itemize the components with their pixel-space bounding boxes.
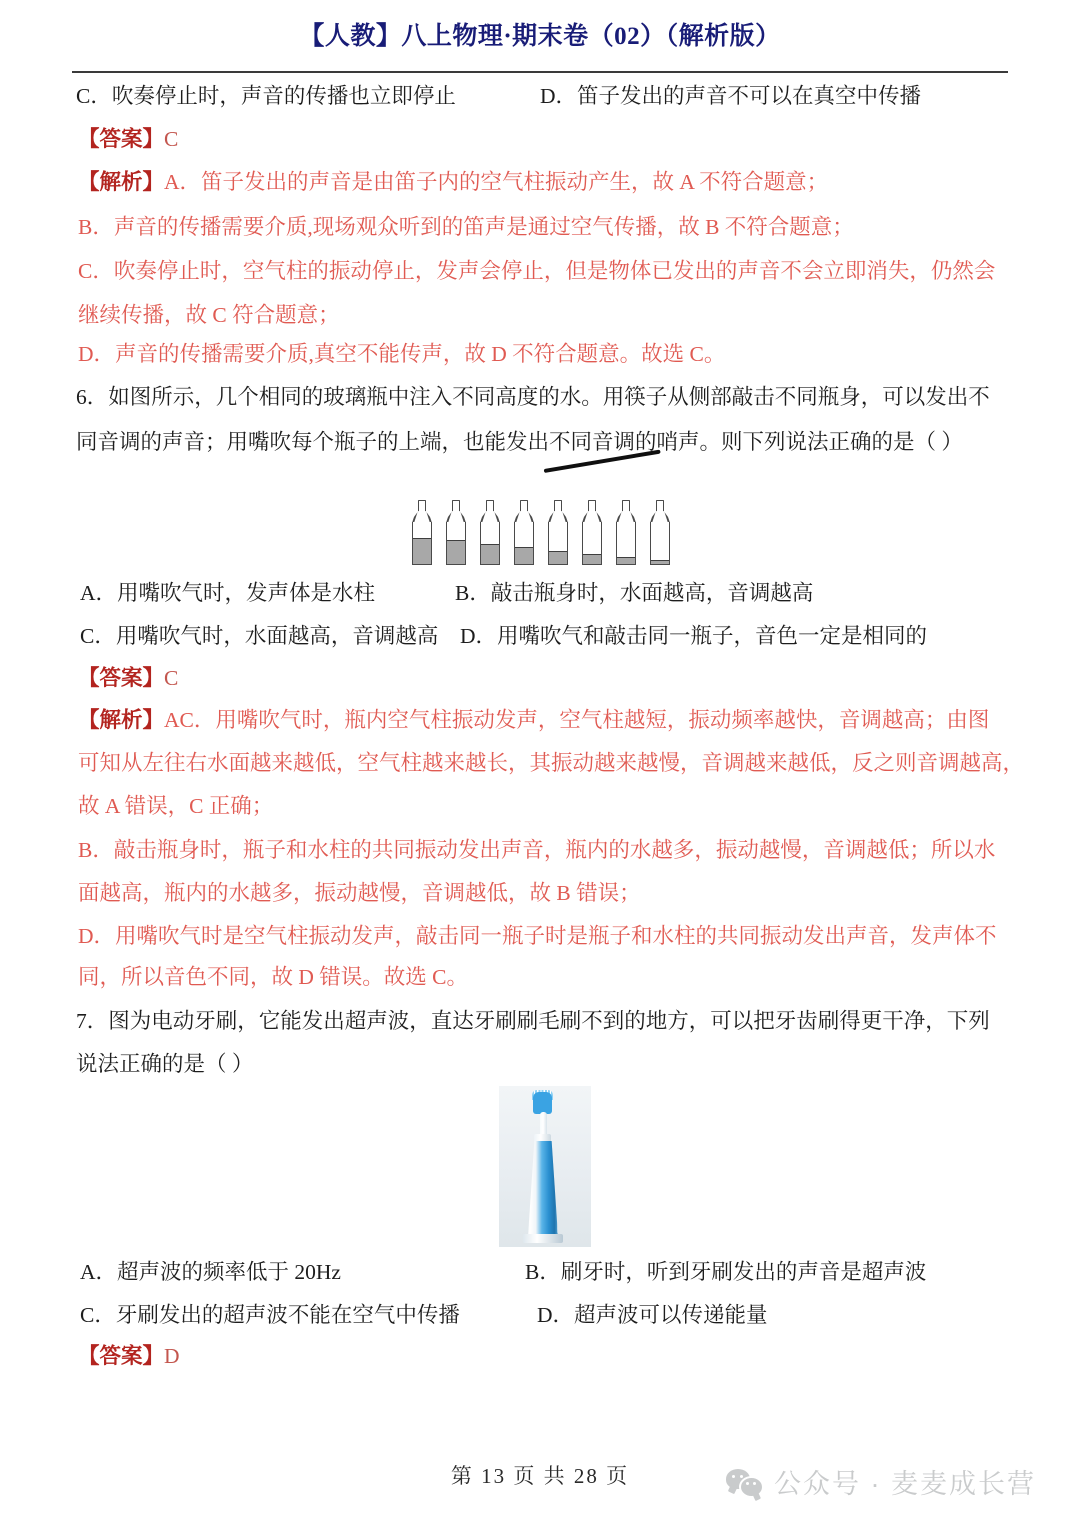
q7-option-d: D．超声波可以传递能量 <box>537 1303 768 1327</box>
q6-stem-line-2: 同音调的声音；用嘴吹每个瓶子的上端，也能发出不同音调的哨声。则下列说法正确的是（ ） <box>76 430 963 454</box>
q6-answer-value: C <box>164 666 179 690</box>
bottle-7 <box>614 500 638 565</box>
q5-option-d: D．笛子发出的声音不可以在真空中传播 <box>540 84 922 108</box>
q6-analysis-line-2: 可知从左往右水面越来越低，空气柱越来越长，其振动越来越慢，音调越来越低，反之则音调越高， <box>78 751 1025 775</box>
wechat-icon <box>726 1467 764 1497</box>
glass-bottles-figure <box>410 465 690 565</box>
q6-answer-tag: 【答案】 <box>78 666 165 690</box>
q6-option-a: A．用嘴吹气时，发声体是水柱 <box>80 581 376 605</box>
q5-option-c: C．吹奏停止时，声音的传播也立即停止 <box>76 84 456 108</box>
q7-answer <box>78 1346 180 1368</box>
q7-stem-line-2: 说法正确的是（ ） <box>76 1052 254 1076</box>
q7-number: 7． <box>76 1009 109 1033</box>
q7-option-a: A．超声波的频率低于 20Hz <box>80 1260 341 1284</box>
q6-analysis-line-1 <box>78 710 989 732</box>
page-number-footer: 第 13 页 共 28 页 <box>450 1464 630 1488</box>
q6-analysis-line-3: 故 A 错误，C 正确； <box>78 794 274 818</box>
q7-option-b: B．刷牙时，听到牙刷发出的声音是超声波 <box>525 1260 927 1284</box>
watermark-label: 公众号 · 麦麦成长营 <box>774 1469 1036 1499</box>
q6-analysis-tag: 【解析】 <box>78 708 165 732</box>
electric-toothbrush-image <box>499 1086 591 1247</box>
q6-analysis-line-6: D．用嘴吹气时是空气柱振动发声，敲击同一瓶子时是瓶子和水柱的共同振动发出声音，发声体不 <box>78 924 997 948</box>
q5-analysis-line-2: B．声音的传播需要介质,现场观众听到的笛声是通过空气传播，故 B 不符合题意； <box>78 215 854 239</box>
q6-number: 6． <box>76 385 109 409</box>
q5-answer-tag: 【答案】 <box>78 127 165 151</box>
wechat-watermark <box>726 1462 1036 1501</box>
q7-option-c: C．牙刷发出的超声波不能在空气中传播 <box>80 1303 460 1327</box>
q5-answer <box>78 129 178 151</box>
q5-analysis-line-4: 继续传播，故 C 符合题意； <box>78 303 340 327</box>
q5-analysis-text-1: A．笛子发出的声音是由笛子内的空气柱振动产生，故 A 不符合题意； <box>164 170 829 194</box>
q5-analysis-line-5: D．声音的传播需要介质,真空不能传声，故 D 不符合题意。故选 C。 <box>78 342 726 366</box>
q6-option-c: C．用嘴吹气时，水面越高，音调越高 <box>80 624 439 648</box>
q6-option-d: D．用嘴吹气和敲击同一瓶子，音色一定是相同的 <box>460 624 928 648</box>
q7-answer-value: D <box>164 1344 180 1368</box>
q7-stem-line-1 <box>76 1011 990 1033</box>
q7-answer-tag: 【答案】 <box>78 1344 165 1368</box>
bottle-4 <box>512 500 536 565</box>
toothbrush-power-button <box>557 1219 566 1235</box>
bottle-2 <box>444 500 468 565</box>
q5-analysis-tag: 【解析】 <box>78 170 165 194</box>
q6-analysis-line-5: 面越高，瓶内的水越多，振动越慢，音调越低，故 B 错误； <box>78 881 641 905</box>
bottle-3 <box>478 500 502 565</box>
q6-analysis-line-4: B．敲击瓶身时，瓶子和水柱的共同振动发出声音，瓶内的水越多，振动越慢，音调越低；所以水 <box>78 838 996 862</box>
toothbrush-head <box>533 1092 552 1114</box>
q7-stem-text-1: 图为电动牙刷，它能发出超声波，直达牙刷刷毛刷不到的地方，可以把牙齿刷得更干净，下列 <box>108 1009 990 1033</box>
q6-option-b: B．敲击瓶身时，水面越高，音调越高 <box>455 581 814 605</box>
toothbrush-base <box>523 1234 563 1243</box>
bottle-5 <box>546 500 570 565</box>
page-title: 【人教】八上物理·期末卷（02）（解析版） <box>299 23 781 50</box>
bottle-6 <box>580 500 604 565</box>
q6-stem-line-1 <box>76 387 990 409</box>
q6-stem-text-1: 如图所示，几个相同的玻璃瓶中注入不同高度的水。用筷子从侧部敲击不同瓶身，可以发出不 <box>108 385 990 409</box>
q6-analysis-line-7: 同，所以音色不同，故 D 错误。故选 C。 <box>78 965 468 989</box>
q5-analysis-line-3: C．吹奏停止时，空气柱的振动停止，发声会停止，但是物体已发出的声音不会立即消失，仍然会 <box>78 259 996 283</box>
q6-answer <box>78 668 178 690</box>
bottle-1 <box>410 500 434 565</box>
q5-answer-value: C <box>164 127 179 151</box>
q5-analysis-line-1 <box>78 172 828 194</box>
bottle-8 <box>648 500 672 565</box>
header-divider <box>72 71 1008 73</box>
q6-analysis-text-1: AC．用嘴吹气时，瓶内空气柱振动发声，空气柱越短，振动频率越快，音调越高；由图 <box>164 708 990 732</box>
toothbrush-handle <box>525 1141 561 1238</box>
